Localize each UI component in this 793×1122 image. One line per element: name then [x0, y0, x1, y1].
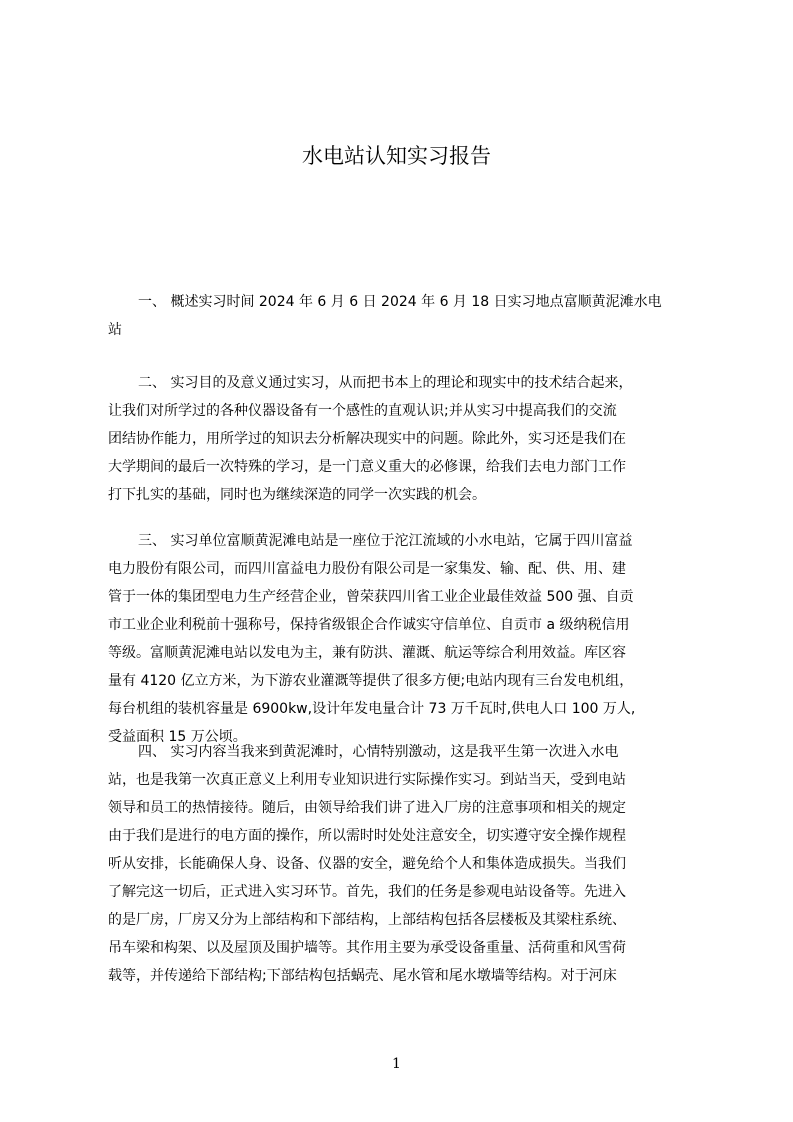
paragraph-line: 打下扎实的基础，同时也为继续深造的同学一次实践的机会。 — [108, 487, 486, 503]
paragraph-line: 听从安排，长能确保人身、设备、仪器的安全，避免给个人和集体造成损失。当我们 — [108, 856, 626, 872]
paragraph-line: 二、 实习目的及意义通过实习，从而把书本上的理论和现实中的技术结合起来， — [138, 375, 633, 391]
paragraph-line: 每台机组的装机容量是 6900kw,设计年发电量合计 73 万千瓦时,供电人口 100 万人, — [108, 701, 636, 717]
paragraph-unit — [108, 527, 708, 751]
paragraph-line: 四、 实习内容当我来到黄泥滩时，心情特别激动，这是我平生第一次进入水电 — [138, 744, 619, 760]
paragraph-line: 量有 4120 亿立方米，为下游农业灌溉等提供了很多方便;电站内现有三台发电机组， — [108, 673, 634, 689]
paragraph-line: 市工业企业利税前十强称号，保持省级银企合作诚实守信单位、自贡市 a 级纳税信用 — [108, 617, 630, 633]
paragraph-line: 的是厂房，厂房又分为上部结构和下部结构，上部结构包括各层楼板及其梁柱系统、 — [108, 912, 626, 928]
paragraph-content — [108, 738, 708, 990]
paragraph-line: 载等，并传递给下部结构;下部结构包括蜗壳、尾水管和尾水墩墙等结构。对于河床 — [108, 968, 617, 984]
paragraph-line: 让我们对所学过的各种仪器设备有一个感性的直观认识;并从实习中提高我们的交流 — [108, 403, 617, 419]
page-number: 1 — [392, 1056, 401, 1072]
paragraph-line: 等级。富顺黄泥滩电站以发电为主，兼有防洪、灌溉、航运等综合利用效益。库区容 — [108, 645, 626, 661]
document-title: 水电站认知实习报告 — [302, 144, 491, 168]
paragraph-line: 了解完这一切后，正式进入实习环节。首先，我们的任务是参观电站设备等。先进入 — [108, 884, 626, 900]
paragraph-purpose — [108, 369, 708, 509]
paragraph-line: 大学期间的最后一次特殊的学习，是一门意义重大的必修课，给我们去电力部门工作 — [108, 459, 626, 475]
paragraph-line: 领导和员工的热情接待。随后，由领导给我们讲了进入厂房的注意事项和相关的规定 — [108, 800, 626, 816]
paragraph-line: 管于一体的集团型电力生产经营企业，曾荣获四川省工业企业最佳效益 500 强、自贡 — [108, 589, 634, 605]
paragraph-line: 三、 实习单位富顺黄泥滩电站是一座位于沱江流域的小水电站，它属于四川富益 — [138, 533, 633, 549]
paragraph-line: 受益面积 15 万公顷。 — [108, 729, 247, 745]
paragraph-line: 吊车梁和构架、以及屋顶及围护墙等。其作用主要为承受设备重量、活荷重和风雪荷 — [108, 940, 626, 956]
paragraph-line: 由于我们是进行的电方面的操作，所以需时时处处注意安全，切实遵守安全操作规程 — [108, 828, 626, 844]
paragraph-line: 站，也是我第一次真正意义上利用专业知识进行实际操作实习。到站当天，受到电站 — [108, 772, 626, 788]
paragraph-overview — [108, 288, 708, 344]
paragraph-line: 电力股份有限公司，而四川富益电力股份有限公司是一家集发、输、配、供、用、建 — [108, 561, 626, 577]
paragraph-line: 站 — [108, 322, 122, 338]
paragraph-line: 团结协作能力，用所学过的知识去分析解决现实中的问题。除此外，实习还是我们在 — [108, 431, 626, 447]
paragraph-line: 一、 概述实习时间 2024 年 6 月 6 日 2024 年 6 月 18 日实习地点富顺黄泥滩水电 — [138, 294, 662, 310]
